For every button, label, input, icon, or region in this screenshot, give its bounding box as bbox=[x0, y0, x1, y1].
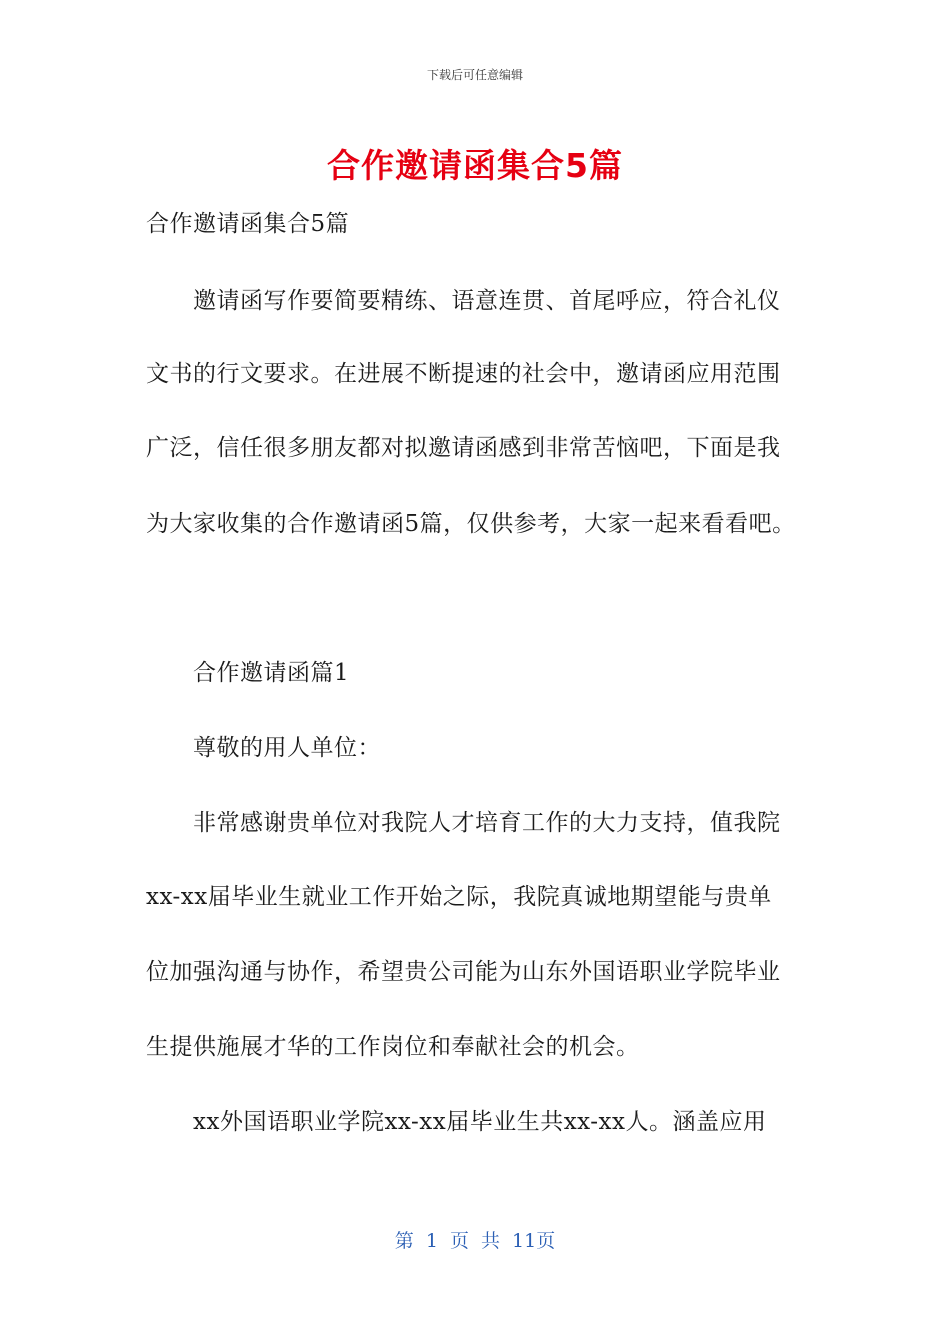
document-title: 合作邀请函集合5篇 bbox=[327, 146, 623, 185]
body-line: 位加强沟通与协作，希望贵公司能为山东外国语职业学院毕业 bbox=[146, 959, 781, 985]
page-number-footer: 第 1 页 共 11页 bbox=[394, 1230, 556, 1252]
intro-line: 为大家收集的合作邀请函5篇，仅供参考，大家一起来看看吧。 bbox=[146, 511, 796, 537]
body-line: 生提供施展才华的工作岗位和奉献社会的机会。 bbox=[146, 1034, 640, 1060]
header-note: 下载后可任意编辑 bbox=[426, 68, 523, 82]
salutation: 尊敬的用人单位： bbox=[193, 735, 381, 761]
section-heading: 合作邀请函篇1 bbox=[193, 660, 350, 686]
document-subtitle: 合作邀请函集合5篇 bbox=[146, 211, 350, 237]
intro-line: 文书的行文要求。在进展不断提速的社会中，邀请函应用范围 bbox=[146, 361, 781, 387]
body-line: xx-xx届毕业生就业工作开始之际，我院真诚地期望能与贵单 bbox=[146, 884, 772, 910]
intro-line: 广泛，信任很多朋友都对拟邀请函感到非常苦恼吧，下面是我 bbox=[146, 435, 781, 461]
body-line: 非常感谢贵单位对我院人才培育工作的大力支持，值我院 bbox=[193, 810, 781, 836]
body-line: xx外国语职业学院xx-xx届毕业生共xx-xx人。涵盖应用 bbox=[193, 1109, 767, 1135]
intro-line: 邀请函写作要简要精练、语意连贯、首尾呼应，符合礼仪 bbox=[193, 288, 781, 314]
